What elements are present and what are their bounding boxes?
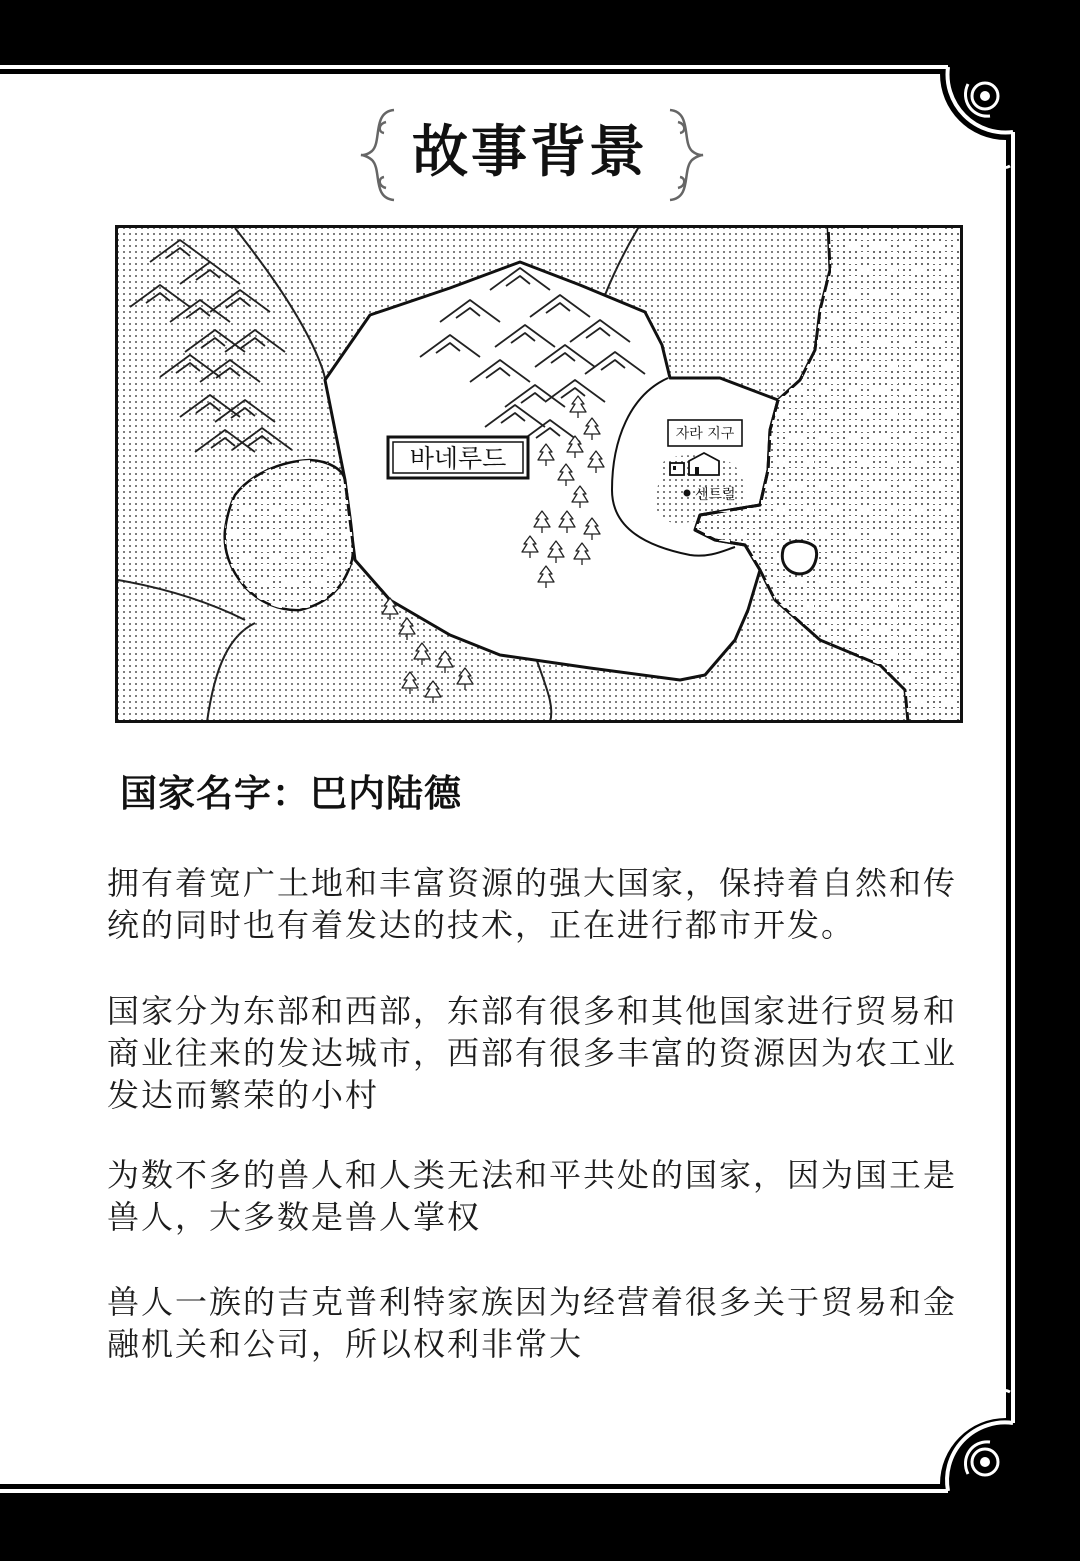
paragraph-line: 发达而繁荣的小村 [107, 1076, 380, 1114]
paragraph-line: 为数不多的兽人和人类无法和平共处的国家，因为国王是 [107, 1156, 958, 1194]
country-label: 바네루드 [409, 444, 507, 473]
page-title: 故事背景 [412, 120, 648, 185]
island [782, 541, 816, 574]
paragraph-line: 兽人，大多数是兽人掌权 [107, 1198, 482, 1236]
paragraph-2 [107, 990, 967, 1116]
paragraph-line: 商业往来的发达城市，西部有很多丰富的资源因为农工业 [107, 1034, 958, 1072]
district-label: 자라 지구 [675, 426, 735, 442]
paragraph-4 [107, 1281, 967, 1365]
house-door [695, 467, 699, 475]
building-icon [670, 463, 684, 475]
building-window [673, 466, 676, 470]
paragraph-line: 融机关和公司，所以权利非常大 [107, 1325, 584, 1363]
paragraph-1 [107, 862, 967, 946]
district-label-box [668, 420, 742, 446]
paragraph-line: 拥有着宽广土地和丰富资源的强大国家，保持着自然和传 [107, 864, 958, 902]
central-marker-icon [684, 490, 691, 497]
country-name-heading: 国家名字：巴内陆德 [120, 772, 462, 815]
paragraph-line: 兽人一族的吉克普利特家族因为经营着很多关于贸易和金 [107, 1283, 958, 1321]
paragraph-3 [107, 1154, 967, 1238]
paragraph-line: 国家分为东部和西部，东部有很多和其他国家进行贸易和 [107, 992, 958, 1030]
central-label: 센트럴 [695, 487, 736, 503]
country-label-box [388, 437, 528, 478]
paragraph-line: 统的同时也有着发达的技术，正在进行都市开发。 [107, 906, 856, 944]
country-map [115, 225, 963, 723]
